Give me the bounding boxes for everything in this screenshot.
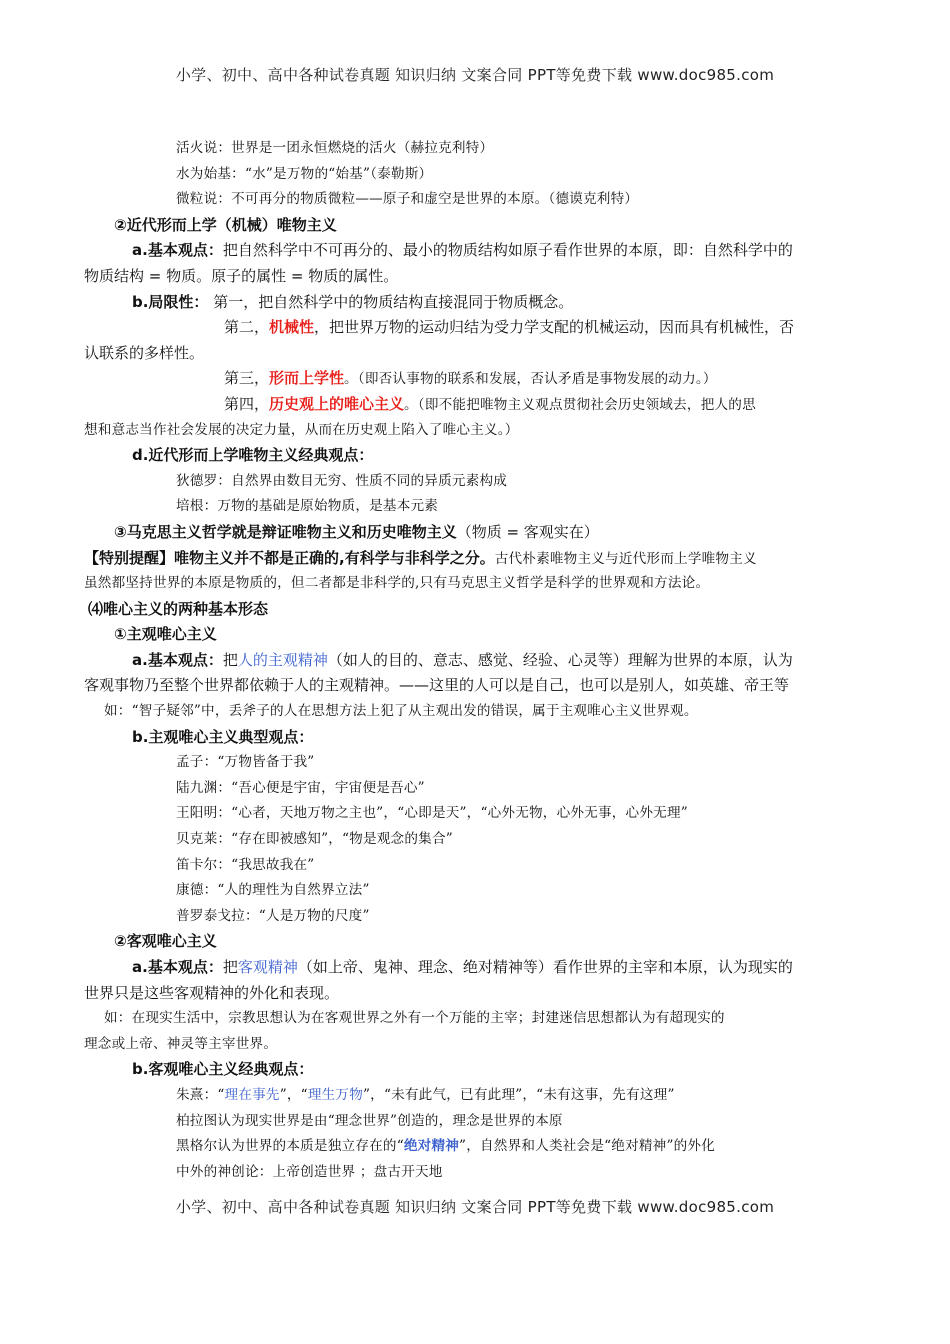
text-line [84, 315, 868, 341]
text-line: 虽然都坚持世界的本原是物质的，但二者都是非科学的,只有马克思主义哲学是科学的世界观和方法论。 [84, 575, 710, 592]
text-line: 水为始基：“水”是万物的“始基”（泰勒斯） [176, 165, 433, 182]
section-heading [84, 520, 868, 546]
text-line: 中外的神创论：上帝创造世界 ；盘古开天地 [176, 1163, 443, 1180]
text-line: 贝克莱：“存在即被感知”，“物是观念的集合” [176, 831, 453, 848]
highlight-blue-bold: 绝对精神 [403, 1138, 460, 1155]
text-span: 第二， [224, 318, 270, 337]
highlight-red: 机械性 [269, 318, 315, 337]
text-span: ，把世界万物的运动归结为受力学支配的机械运动，因而具有机械性，否 [314, 318, 795, 337]
highlight-blue: 理生万物 [307, 1086, 363, 1103]
text-line: 培根：万物的基础是原始物质，是基本元素 [176, 498, 439, 515]
text-line [84, 648, 868, 674]
label: b.局限性： [132, 292, 209, 311]
text-span: 第三， [224, 369, 270, 388]
highlight-blue: 客观精神 [237, 958, 298, 976]
text-span: 。（即不能把唯物主义观点贯彻社会历史领域去，把人的思 [404, 396, 756, 413]
text-line: 如：“智子疑邻”中，丢斧子的人在思想方法上犯了从主观出发的错误，属于主观唯心主义世界观。 [104, 703, 698, 720]
label: a.基本观点： [132, 650, 223, 669]
text-span: 古代朴素唯物主义与近代形而上学唯物主义 [494, 550, 757, 567]
text-span: ”，自然界和人类社会是“绝对精神”的外化 [459, 1138, 715, 1155]
text-span: （如上帝、鬼神、理念、绝对精神等）看作世界的主宰和本原，认为现实的 [297, 958, 793, 976]
text-line [84, 238, 868, 264]
text-line: 狄德罗：自然界由数目无穷、性质不同的异质元素构成 [176, 472, 508, 489]
text-span: 把 [222, 650, 238, 669]
label: a.基本观点： [132, 958, 223, 976]
text-span: ”，“未有此气，已有此理”，“未有这事，先有这理” [363, 1086, 675, 1103]
text-line: 孟子：“万物皆备于我” [176, 754, 315, 771]
text-line [84, 1134, 868, 1160]
heading-text: ③马克思主义哲学就是辩证唯物主义和历史唯物主义 [114, 522, 457, 541]
text-line: 康德：“人的理性为自然界立法” [176, 882, 370, 899]
section-heading: ⑷唯心主义的两种基本形态 [88, 599, 269, 618]
document-body [84, 136, 868, 1185]
text-line: 认联系的多样性。 [84, 343, 205, 362]
text-line: 世界只是这些客观精神的外化和表现。 [84, 983, 340, 1002]
text-span: 把 [222, 958, 238, 976]
text-line [84, 955, 868, 981]
highlight-red: 历史观上的唯心主义 [269, 394, 405, 413]
subheading: b.主观唯心主义典型观点： [132, 727, 314, 746]
page-footer: 小学、初中、高中各种试卷真题 知识归纳 文案合同 PPT等免费下载 www.doc985.com [175, 1198, 775, 1216]
text-line: 物质结构 = 物质。原子的属性 = 物质的属性。 [84, 266, 399, 285]
section-heading: ①主观唯心主义 [114, 625, 217, 644]
section-heading: ②近代形而上学（机械）唯物主义 [114, 215, 337, 234]
reminder-label: 【特别提醒】唯物主义并不都是正确的,有科学与非科学之分。 [84, 548, 495, 567]
text-span: 把自然科学中不可再分的、最小的物质结构如原子看作世界的本原，即：自然科学中的 [222, 241, 793, 260]
text-line: 王阳明：“心者，天地万物之主也”，“心即是天”，“心外无物，心外无事，心外无理” [176, 805, 688, 822]
special-reminder [84, 546, 868, 572]
text-line: 客观事物乃至整个世界都依赖于人的主观精神。——这里的人可以是自己，也可以是别人，如英雄、帝王等 [84, 676, 790, 695]
text-line: 想和意志当作社会发展的决定力量，从而在历史观上陷入了唯心主义。） [84, 421, 519, 438]
text-line [84, 392, 868, 418]
page-header: 小学、初中、高中各种试卷真题 知识归纳 文案合同 PPT等免费下载 www.doc985.com [175, 66, 775, 84]
text-line [84, 1083, 868, 1109]
subheading: b.客观唯心主义经典观点： [132, 1060, 314, 1079]
text-line: 活火说：世界是一团永恒燃烧的活火（赫拉克利特） [176, 140, 494, 156]
text-span: 朱熹：“ [176, 1086, 225, 1103]
text-line [84, 290, 868, 316]
highlight-red: 形而上学性 [269, 369, 345, 388]
text-line: 微粒说：不可再分的物质微粒——原子和虚空是世界的本原。（德谟克利特） [176, 191, 639, 208]
text-span: （物质 = 客观实在） [456, 522, 599, 541]
text-span: 第四， [224, 394, 270, 413]
text-span: （如人的目的、意志、感觉、经验、心灵等）理解为世界的本原，认为 [327, 650, 793, 669]
section-heading: ②客观唯心主义 [114, 932, 217, 951]
text-span: 黑格尔认为世界的本质是独立存在的“ [176, 1138, 404, 1155]
text-span: ”，“ [279, 1086, 308, 1103]
label: a.基本观点： [132, 241, 223, 260]
text-line: 陆九渊：“吾心便是宇宙，宇宙便是吾心” [176, 779, 425, 796]
text-span: 。（即否认事物的联系和发展，否认矛盾是事物发展的动力。） [344, 371, 717, 388]
text-line: 理念或上帝、神灵等主宰世界。 [84, 1035, 278, 1052]
highlight-blue: 理在事先 [224, 1086, 280, 1103]
highlight-blue: 人的主观精神 [237, 650, 328, 669]
text-line: 柏拉图认为现实世界是由“理念世界”创造的，理念是世界的本原 [176, 1112, 563, 1129]
subheading: d.近代形而上学唯物主义经典观点： [132, 446, 374, 465]
text-line: 普罗泰戈拉：“人是万物的尺度” [176, 907, 370, 924]
text-line: 笛卡尔：“我思故我在” [176, 856, 315, 873]
text-line [84, 366, 868, 392]
text-span: 第一，把自然科学中的物质结构直接混同于物质概念。 [208, 292, 574, 311]
text-line: 如：在现实生活中，宗教思想认为在客观世界之外有一个万能的主宰；封建迷信思想都认为有超现实的 [104, 1010, 725, 1027]
